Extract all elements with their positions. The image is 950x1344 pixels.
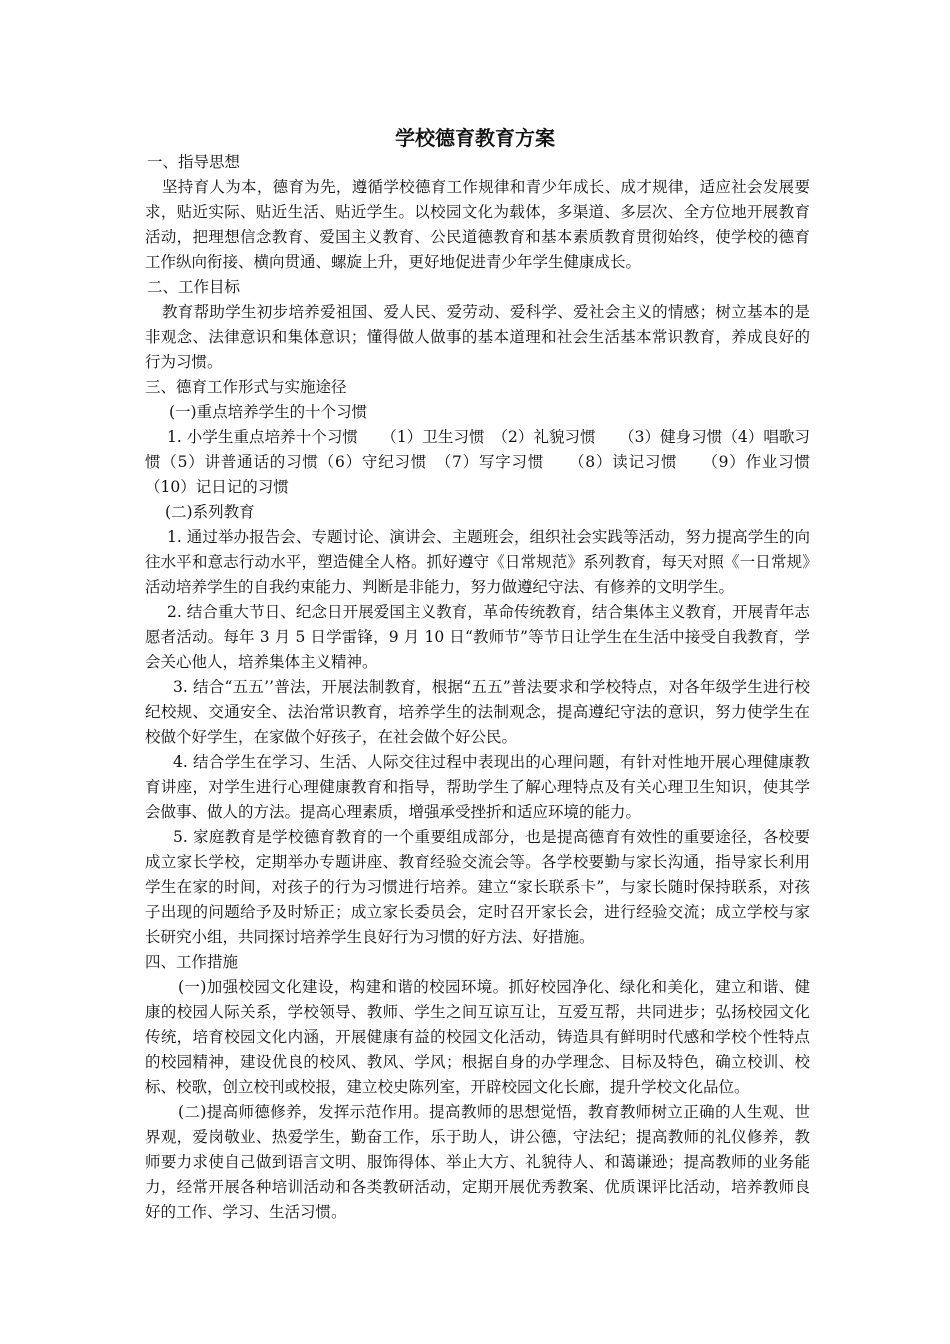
paragraph: 2. 结合重大节日、纪念日开展爱国主义教育，革命传统教育，结合集体主义教育，开展青年志愿者活动。每年 3 月 5 日学雷锋，9 月 10 日“教师节”等节日让学生在生活中接受自我教育，学会关心他人，培养集体主义精神。 [145, 603, 810, 671]
section-heading: 一、指导思想 [147, 153, 241, 171]
section-heading: 三、德育工作形式与实施途径 [145, 378, 347, 396]
paragraph: (二)提高师德修养，发挥示范作用。提高教师的思想觉悟，教育教师树立正确的人生观、世界观，爱岗敬业、热爱学生，勤奋工作，乐于助人，讲公德，守法纪；提高教师的礼仪修养，教师要力求使自己做到语言文明、服饰得体、举止大方、礼貌待人、和蔼谦逊；提高教师的业务能力，经常开展各种培训活动和各类教研活动，定期开展优秀教案、优质课评比活动，培养教师良好的工作、学习、生活习惯。 [145, 1103, 810, 1221]
paragraph: 3. 结合“五五’’普法，开展法制教育，根据“五五”普法要求和学校特点，对各年级学生进行校纪校规、交通安全、法治常识教育，培养学生的法制观念，提高遵纪守法的意识，努力使学生在校做个好学生，在家做个好孩子，在社会做个好公民。 [145, 678, 810, 746]
document-title: 学校德育教育方案 [395, 126, 555, 150]
subsection-heading: (二)系列教育 [165, 503, 255, 521]
paragraph: 教育帮助学生初步培养爱祖国、爱人民、爱劳动、爱科学、爱社会主义的情感；树立基本的是非观念、法律意识和集体意识；懂得做人做事的基本道理和社会生活基本常识教育，养成良好的行为习惯。 [145, 303, 810, 371]
document-body [145, 150, 826, 1225]
paragraph: 坚持育人为本，德育为先，遵循学校德育工作规律和青少年成长、成才规律，适应社会发展要求，贴近实际、贴近生活、贴近学生。以校园文化为载体，多渠道、多层次、全方位地开展教育活动，把理想信念教育、爱国主义教育、公民道德教育和基本素质教育贯彻始终，使学校的德育工作纵向衔接、横向贯通、螺旋上升，更好地促进青少年学生健康成长。 [145, 178, 810, 271]
paragraph: 1. 通过举办报告会、专题讨论、演讲会、主题班会，组织社会实践等活动，努力提高学生的向往水平和意志行动水平，塑造健全人格。抓好遵守《日常规范》系列教育，每天对照《一日常规》活动培养学生的自我约束能力、判断是非能力，努力做遵纪守法、有修养的文明学生。 [145, 528, 810, 596]
section-heading: 四、工作措施 [145, 953, 239, 971]
paragraph: 4. 结合学生在学习、生活、人际交往过程中表现出的心理问题，有针对性地开展心理健康教育讲座，对学生进行心理健康教育和指导，帮助学生了解心理特点及有关心理卫生知识，使其学会做事、做人的方法。提高心理素质，增强承受挫折和适应环境的能力。 [145, 753, 810, 821]
subsection-heading: (一)重点培养学生的十个习惯 [169, 403, 368, 421]
paragraph: (一)加强校园文化建设，构建和谐的校园环境。抓好校园净化、绿化和美化，建立和谐、健康的校园人际关系，学校领导、教师、学生之间互谅互让，互爱互帮，共同进步；弘扬校园文化传统，培育校园文化内涵，开展健康有益的校园文化活动，铸造具有鲜明时代感和学校个性特点的校园精神，建设优良的校风、教风、学风；根据自身的办学理念、目标及特色，确立校训、校标、校歌，创立校刊或校报，建立校史陈列室，开辟校园文化长廊，提升学校文化品位。 [145, 978, 810, 1096]
paragraph: 1. 小学生重点培养十个习惯 （1）卫生习惯 （2）礼貌习惯 （3）健身习惯（4）唱歌习惯（5）讲普通话的习惯（6）守纪习惯 （7）写字习惯 （8）读记习惯 （9）作业习惯 （10）记日记的习惯 [145, 428, 826, 496]
paragraph: 5. 家庭教育是学校德育教育的一个重要组成部分，也是提高德育有效性的重要途径，各校要成立家长学校，定期举办专题讲座、教育经验交流会等。各学校要勤与家长沟通，指导家长利用学生在家的时间，对孩子的行为习惯进行培养。建立“家长联系卡”，与家长随时保持联系，对孩子出现的问题给予及时矫正；成立家长委员会，定时召开家长会，进行经验交流；成立学校与家长研究小组，共同探讨培养学生良好行为习惯的好方法、好措施。 [145, 828, 810, 946]
section-heading: 二、工作目标 [147, 278, 241, 296]
